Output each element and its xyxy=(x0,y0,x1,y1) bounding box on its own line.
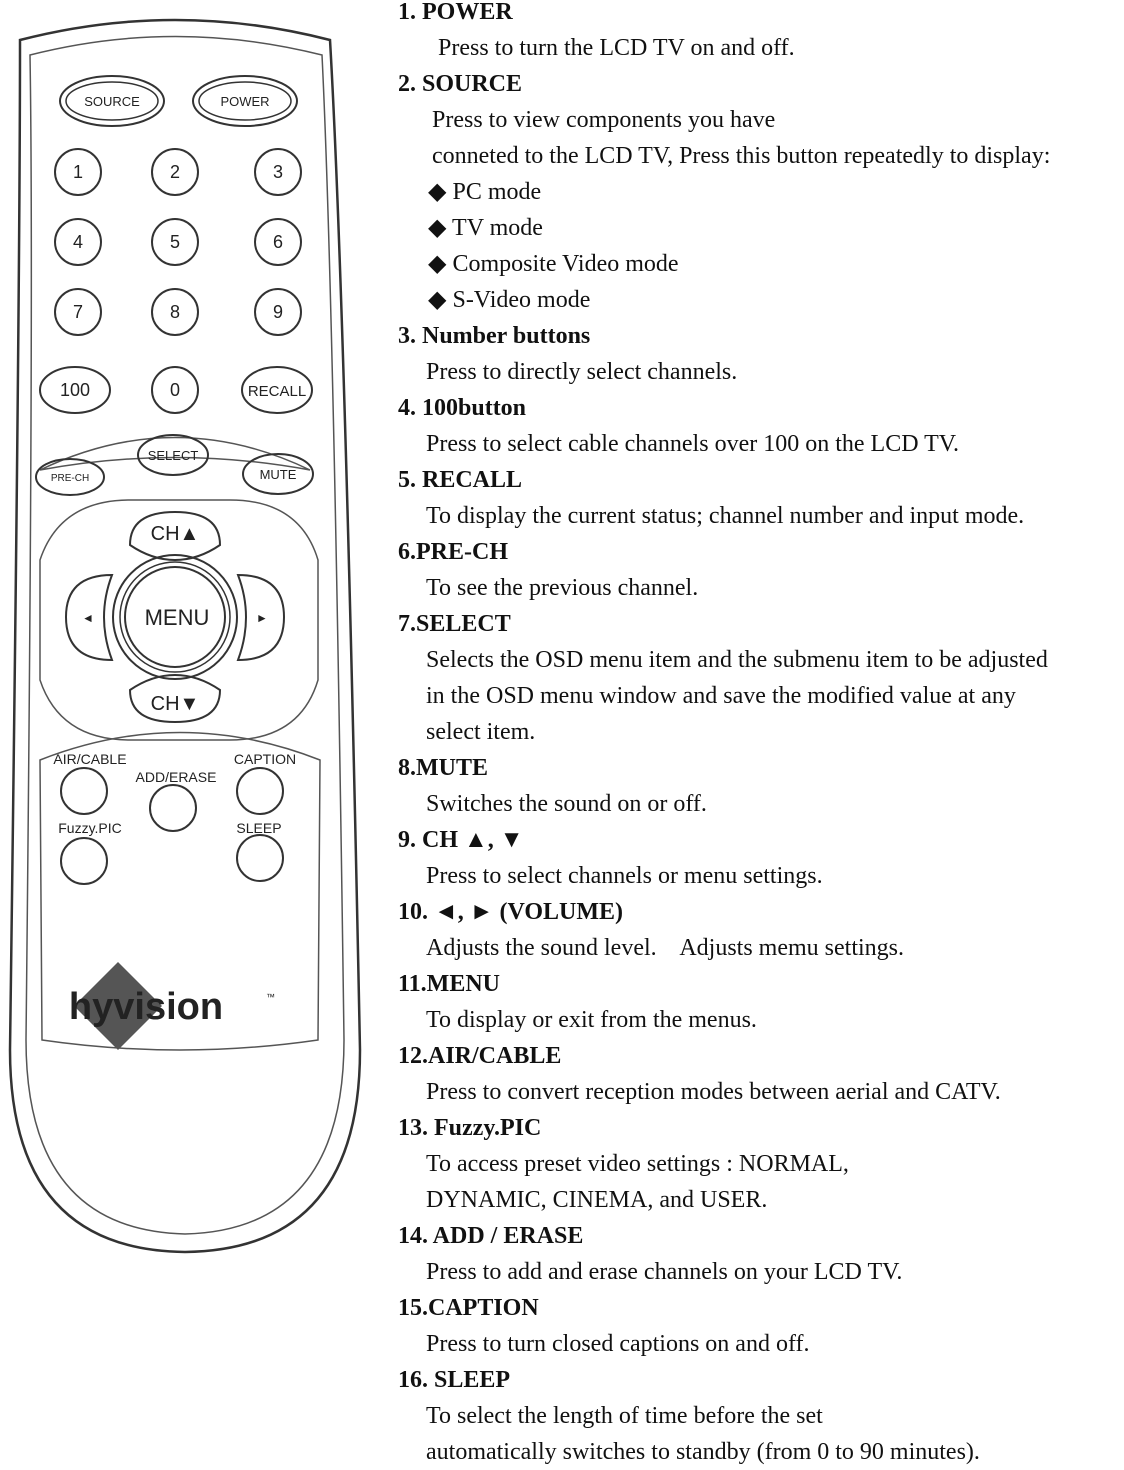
number-9-button[interactable]: 9 xyxy=(272,302,284,322)
logo-trademark: ™ xyxy=(266,992,275,1002)
item-line: Press to turn closed captions on and off. xyxy=(426,1331,810,1357)
mute-button[interactable]: MUTE xyxy=(259,467,297,482)
item-line: automatically switches to standby (from 0 to 90 minutes). xyxy=(426,1439,980,1465)
item-100button xyxy=(398,390,1124,462)
number-3-button[interactable]: 3 xyxy=(272,162,284,182)
diamond-bullet-icon: ◆ xyxy=(428,287,447,313)
item-add-erase xyxy=(398,1218,1124,1290)
item-title: 16. SLEEP xyxy=(398,1367,511,1393)
volume-left-button[interactable]: ◄ xyxy=(82,611,94,625)
ch-down-button[interactable]: CH▼ xyxy=(150,693,200,715)
diamond-bullet-icon: ◆ xyxy=(428,215,447,241)
item-line: To display the current status; channel number and input mode. xyxy=(426,503,1025,529)
item-menu xyxy=(398,966,1124,1038)
diamond-bullet-icon: ◆ xyxy=(428,251,447,277)
item-title: 10. ◄, ► (VOLUME) xyxy=(398,899,624,925)
ch-up-button[interactable]: CH▲ xyxy=(150,523,200,545)
item-source xyxy=(398,66,1124,318)
item-line: To display or exit from the menus. xyxy=(426,1007,757,1033)
remote-body-outline xyxy=(10,20,360,1252)
item-line: Press to convert reception modes between aerial and CATV. xyxy=(426,1079,1001,1105)
item-title: 12.AIR/CABLE xyxy=(398,1043,562,1069)
number-0-button[interactable]: 0 xyxy=(169,380,181,400)
number-7-button[interactable]: 7 xyxy=(72,302,84,322)
item-air-cable xyxy=(398,1038,1124,1110)
item-line: DYNAMIC, CINEMA, and USER. xyxy=(426,1187,768,1213)
item-line: Press to directly select channels. xyxy=(426,359,738,385)
item-line: Press to view components you have xyxy=(432,107,776,133)
item-select xyxy=(398,606,1124,750)
item-line: Selects the OSD menu item and the submenu item to be adjusted xyxy=(426,647,1048,673)
item-title: 3. Number buttons xyxy=(398,323,591,349)
item-title: 9. CH ▲, ▼ xyxy=(398,827,524,853)
item-volume xyxy=(398,894,1124,966)
item-line: Switches the sound on or off. xyxy=(426,791,707,817)
hundred-button[interactable]: 100 xyxy=(59,380,91,400)
item-title: 6.PRE-CH xyxy=(398,539,508,565)
item-line: To select the length of time before the set xyxy=(426,1403,823,1429)
item-sleep xyxy=(398,1362,1124,1470)
button-descriptions xyxy=(398,0,1124,1470)
number-6-button[interactable]: 6 xyxy=(272,232,284,252)
item-title: 14. ADD / ERASE xyxy=(398,1223,584,1249)
item-line: To see the previous channel. xyxy=(426,575,699,601)
item-title: 2. SOURCE xyxy=(398,71,523,97)
select-button[interactable]: SELECT xyxy=(147,448,199,463)
item-line: Press to select channels or menu settings. xyxy=(426,863,823,889)
item-title: 7.SELECT xyxy=(398,611,511,637)
recall-button[interactable]: RECALL xyxy=(247,383,307,400)
caption-button[interactable]: CAPTION xyxy=(233,751,297,767)
item-pre-ch xyxy=(398,534,1124,606)
volume-right-button[interactable]: ► xyxy=(256,611,268,625)
item-ch xyxy=(398,822,1124,894)
air-cable-button[interactable]: AIR/CABLE xyxy=(53,751,127,767)
item-title: 1. POWER xyxy=(398,0,513,25)
fuzzy-pic-button[interactable]: Fuzzy.PIC xyxy=(58,820,122,836)
bullet-item: ◆ PC mode xyxy=(428,179,542,205)
bullet-item: ◆ S-Video mode xyxy=(428,287,591,313)
add-erase-button[interactable]: ADD/ERASE xyxy=(135,769,217,785)
number-1-button[interactable]: 1 xyxy=(72,162,84,182)
diamond-bullet-icon: ◆ xyxy=(428,179,447,205)
number-5-button[interactable]: 5 xyxy=(169,232,181,252)
item-power xyxy=(398,0,1124,66)
item-title: 11.MENU xyxy=(398,971,500,997)
power-button[interactable]: POWER xyxy=(220,94,270,109)
item-line: Press to select cable channels over 100 on the LCD TV. xyxy=(426,431,959,457)
item-fuzzy-pic xyxy=(398,1110,1124,1218)
remote-illustration xyxy=(0,0,380,1448)
number-8-button[interactable]: 8 xyxy=(169,302,181,322)
bullet-item: ◆ TV mode xyxy=(428,215,543,241)
item-line: in the OSD menu window and save the modified value at any xyxy=(426,683,1016,709)
item-line: select item. xyxy=(426,719,536,745)
source-button[interactable]: SOURCE xyxy=(84,94,140,109)
item-recall xyxy=(398,462,1124,534)
logo-text: hyvision xyxy=(68,986,224,1028)
menu-button[interactable]: MENU xyxy=(144,605,210,630)
pre-ch-button[interactable]: PRE-CH xyxy=(50,473,90,484)
item-title: 4. 100button xyxy=(398,395,527,421)
item-number-buttons xyxy=(398,318,1124,390)
item-line: conneted to the LCD TV, Press this button repeatedly to display: xyxy=(432,143,1051,169)
sleep-button[interactable]: SLEEP xyxy=(236,820,282,836)
item-caption xyxy=(398,1290,1124,1362)
item-line: Press to add and erase channels on your LCD TV. xyxy=(426,1259,903,1285)
item-line: To access preset video settings : NORMAL, xyxy=(426,1151,849,1177)
item-title: 5. RECALL xyxy=(398,467,523,493)
number-2-button[interactable]: 2 xyxy=(169,162,181,182)
remote-drawing xyxy=(0,0,380,1448)
item-mute xyxy=(398,750,1124,822)
number-4-button[interactable]: 4 xyxy=(72,232,84,252)
bullet-item: ◆ Composite Video mode xyxy=(428,251,679,277)
item-line: Press to turn the LCD TV on and off. xyxy=(438,35,795,61)
item-title: 15.CAPTION xyxy=(398,1295,539,1321)
item-title: 13. Fuzzy.PIC xyxy=(398,1115,542,1141)
item-title: 8.MUTE xyxy=(398,755,488,781)
item-line: Adjusts the sound level. Adjusts memu settings. xyxy=(426,935,904,961)
